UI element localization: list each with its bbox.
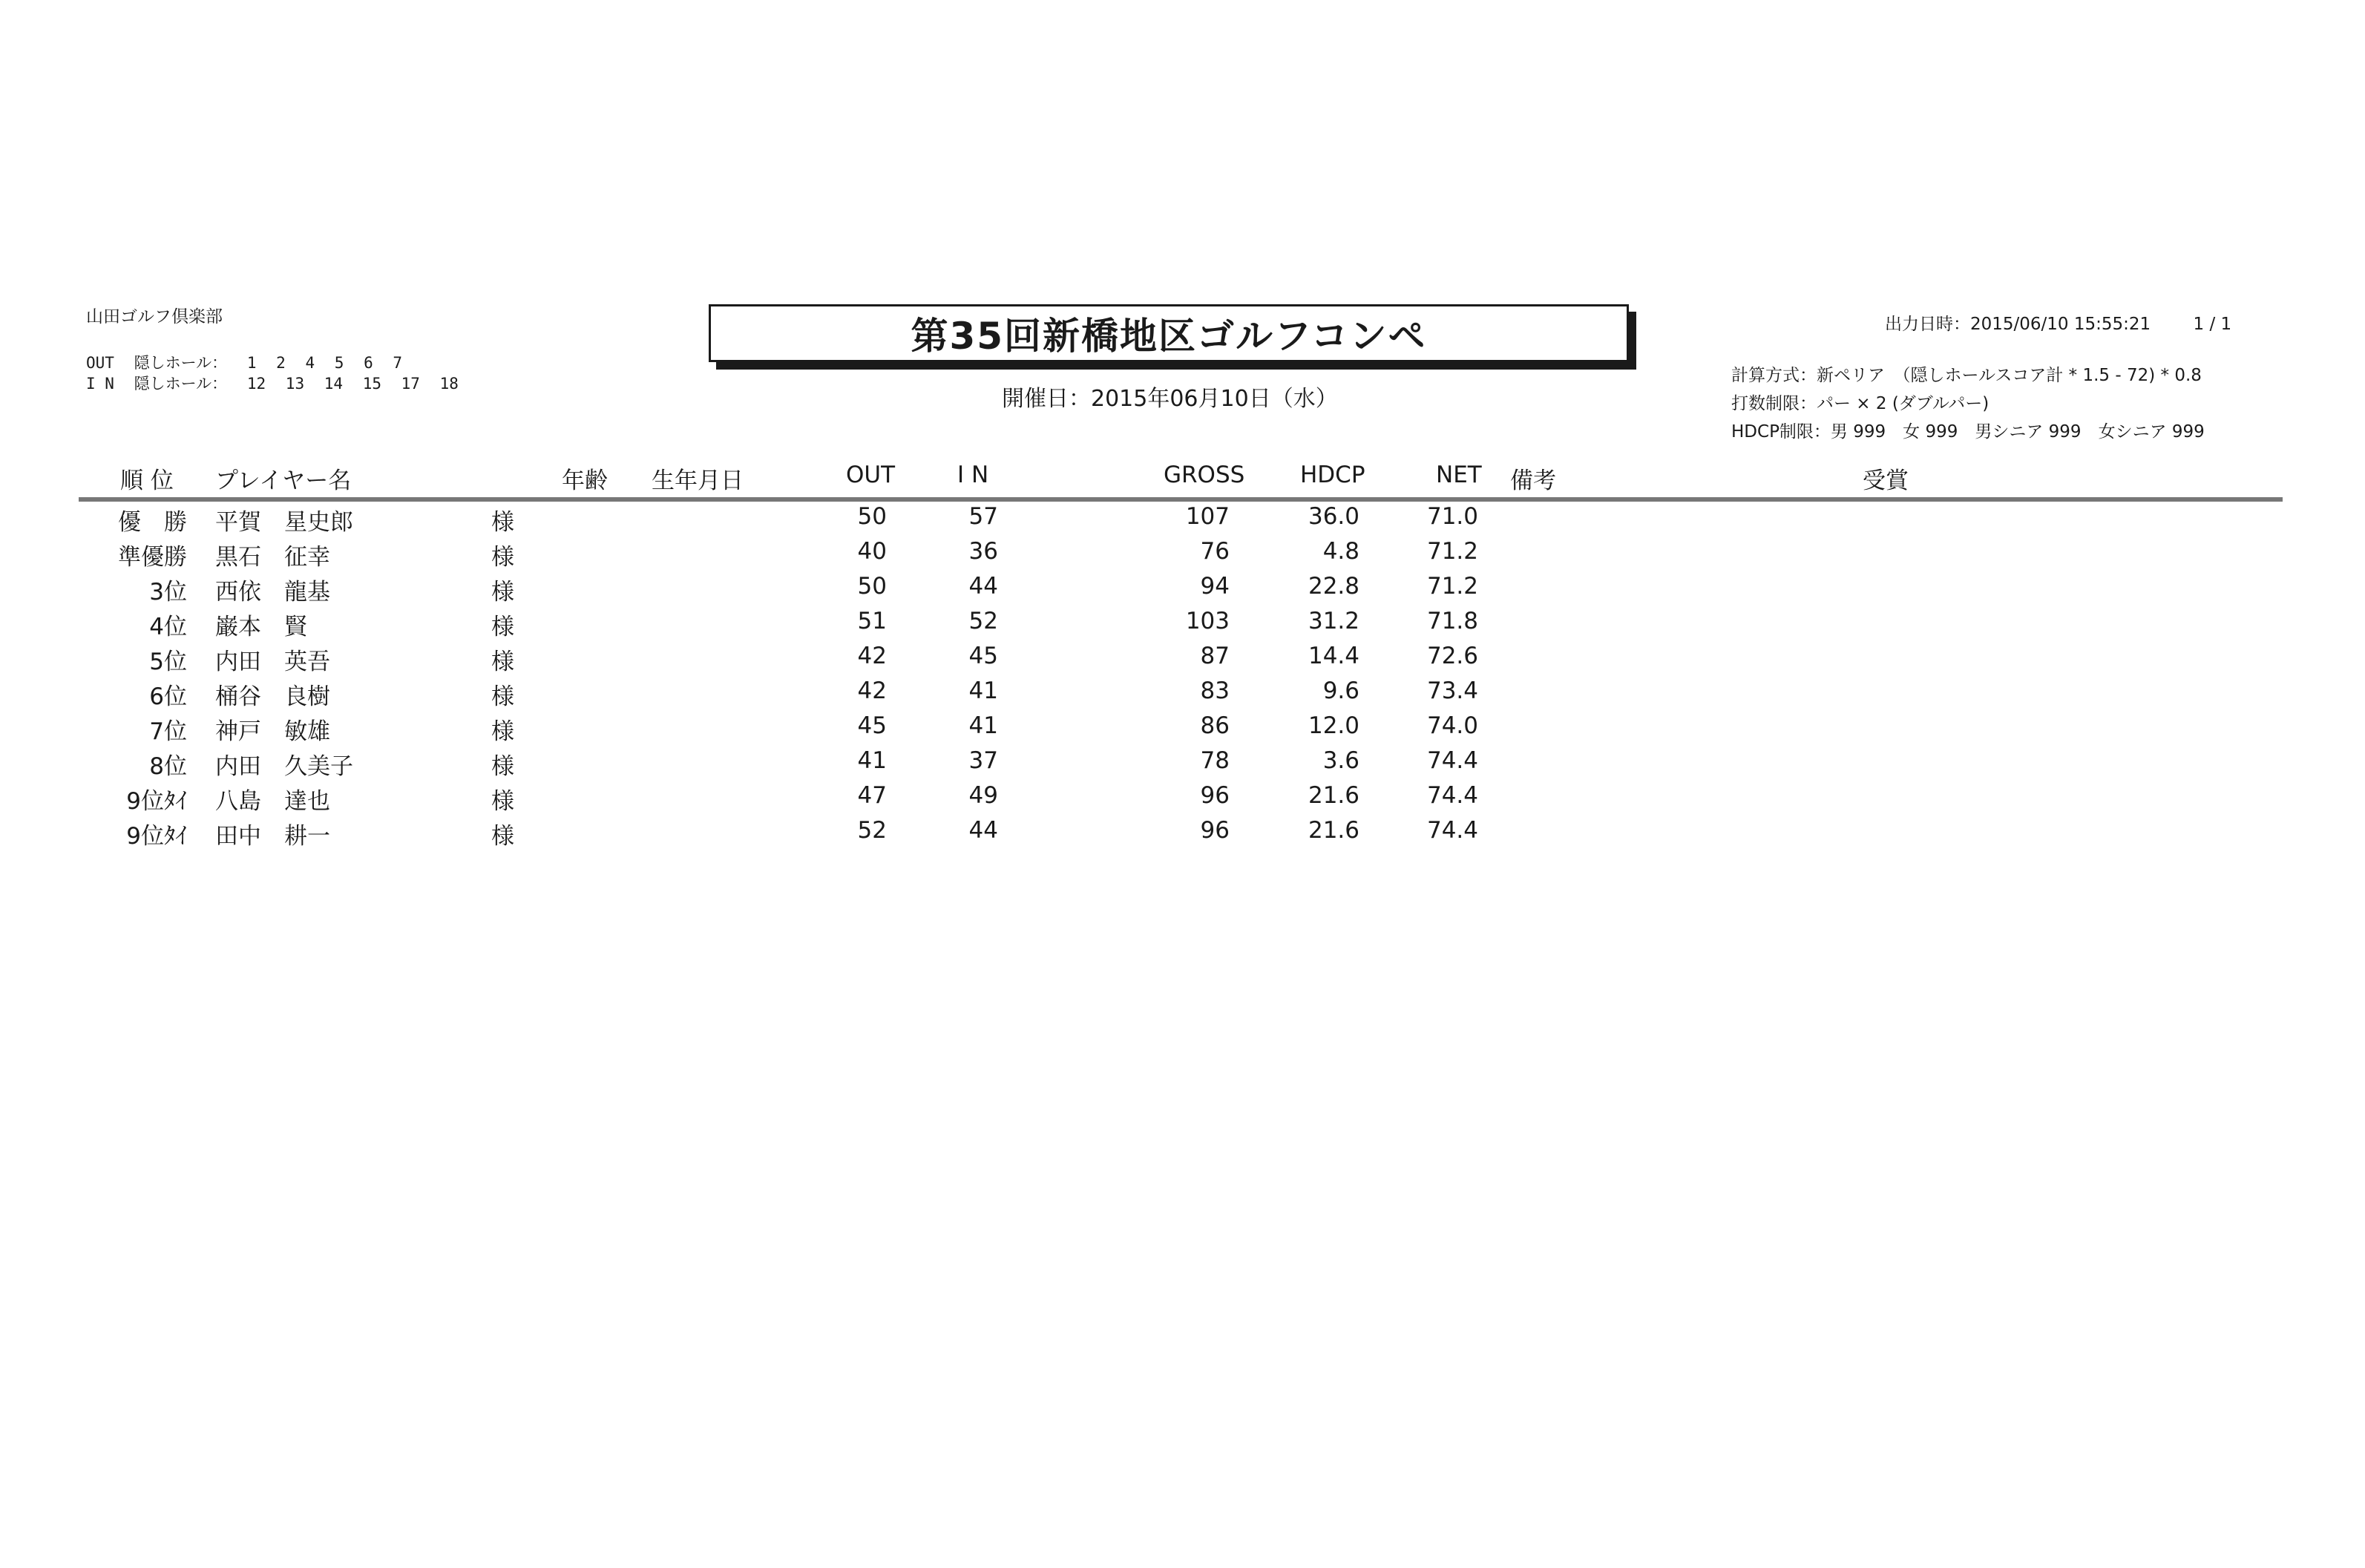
gross-cell: 96 — [1200, 817, 1230, 844]
out-cell: 51 — [857, 608, 887, 634]
title-frame — [709, 304, 1629, 362]
name-cell: 桶谷 良樹 — [215, 683, 330, 710]
honorific-cell: 様 — [491, 544, 514, 571]
rank-cell: 準優勝 — [118, 544, 187, 571]
in-cell: 44 — [968, 817, 998, 844]
gross-cell: 83 — [1200, 678, 1230, 704]
in-cell: 45 — [968, 643, 998, 669]
honorific-cell: 様 — [491, 683, 514, 710]
header-out: OUT — [846, 462, 896, 488]
rank-cell: 5位 — [149, 649, 187, 675]
gross-cell: 103 — [1185, 608, 1230, 634]
hdcp-cell: 3.6 — [1322, 747, 1359, 774]
net-cell: 74.4 — [1426, 817, 1478, 844]
gross-cell: 96 — [1200, 782, 1230, 809]
hole: 7 — [393, 354, 403, 372]
name-cell: 平賀 星史郎 — [215, 509, 353, 536]
out-cell: 45 — [857, 712, 887, 739]
rank-cell: 優 勝 — [118, 509, 187, 536]
hidden-holes-in — [86, 373, 469, 394]
in-cell: 49 — [968, 782, 998, 809]
honorific-cell: 様 — [491, 823, 514, 850]
header-birth: 生年月日 — [652, 468, 744, 494]
hole: 1 — [246, 354, 257, 372]
hole: 18 — [439, 375, 459, 393]
hole: 2 — [276, 354, 286, 372]
header-gross: GROSS — [1164, 462, 1245, 488]
hole: 12 — [246, 375, 266, 393]
hole: 17 — [401, 375, 420, 393]
rank-cell: 3位 — [149, 579, 187, 606]
header-note: 備考 — [1510, 468, 1556, 494]
in-cell: 52 — [968, 608, 998, 634]
rank-cell: 8位 — [149, 753, 187, 780]
out-cell: 50 — [857, 503, 887, 530]
net-cell: 71.0 — [1426, 503, 1478, 530]
stroke-limit: 打数制限：パー × 2 (ダブルパー) — [1731, 394, 1990, 413]
hole: 14 — [324, 375, 344, 393]
hidden-holes-out-label: OUT — [86, 354, 114, 372]
hidden-holes-out — [86, 352, 469, 373]
in-cell: 36 — [968, 538, 998, 565]
honorific-cell: 様 — [491, 718, 514, 745]
out-cell: 40 — [857, 538, 887, 565]
honorific-cell: 様 — [491, 753, 514, 780]
hidden-holes — [86, 352, 469, 394]
hdcp-cell: 31.2 — [1308, 608, 1359, 634]
name-cell: 八島 達也 — [215, 788, 330, 815]
rank-cell: 9位ﾀｲ — [126, 823, 187, 850]
name-cell: 内田 英吾 — [215, 649, 330, 675]
header-rule — [79, 497, 2283, 502]
hdcp-cell: 21.6 — [1308, 782, 1359, 809]
in-cell: 41 — [968, 678, 998, 704]
honorific-cell: 様 — [491, 788, 514, 815]
out-cell: 47 — [857, 782, 887, 809]
in-cell: 37 — [968, 747, 998, 774]
name-cell: 田中 耕一 — [215, 823, 330, 850]
hdcp-cell: 36.0 — [1308, 503, 1359, 530]
name-cell: 神戸 敏雄 — [215, 718, 330, 745]
name-cell: 西依 龍基 — [215, 579, 330, 606]
hdcp-cell: 21.6 — [1308, 817, 1359, 844]
rank-cell: 9位ﾀｲ — [126, 788, 187, 815]
hdcp-cell: 22.8 — [1308, 573, 1359, 600]
calc-settings — [1731, 361, 2205, 446]
net-cell: 74.4 — [1426, 747, 1478, 774]
hole: 6 — [364, 354, 373, 372]
honorific-cell: 様 — [491, 614, 514, 640]
honorific-cell: 様 — [491, 579, 514, 606]
out-cell: 52 — [857, 817, 887, 844]
hole: 4 — [305, 354, 315, 372]
net-cell: 71.8 — [1426, 608, 1478, 634]
rank-cell: 4位 — [149, 614, 187, 640]
header-rank: 順 位 — [120, 468, 174, 494]
gross-cell: 87 — [1200, 643, 1230, 669]
gross-cell: 86 — [1200, 712, 1230, 739]
event-date: 開催日：2015年06月10日（水） — [1002, 386, 1338, 412]
gross-cell: 107 — [1185, 503, 1230, 530]
out-cell: 42 — [857, 678, 887, 704]
in-cell: 44 — [968, 573, 998, 600]
hdcp-cell: 14.4 — [1308, 643, 1359, 669]
header-in: I N — [957, 462, 989, 488]
calc-method: 計算方式：新ペリア （隠しホールスコア計 * 1.5 - 72) * 0.8 — [1731, 366, 2202, 385]
name-cell: 黒石 征幸 — [215, 544, 330, 571]
output-datetime: 出力日時：2015/06/10 15:55:21 — [1885, 315, 2151, 334]
out-cell: 42 — [857, 643, 887, 669]
hidden-holes-in-title: 隠しホール： — [134, 375, 228, 393]
page-number: 1 / 1 — [2193, 315, 2232, 334]
gross-cell: 78 — [1200, 747, 1230, 774]
hole: 15 — [362, 375, 381, 393]
rank-cell: 6位 — [149, 683, 187, 710]
net-cell: 74.4 — [1426, 782, 1478, 809]
hdcp-limit: HDCP制限：男 999 女 999 男シニア 999 女シニア 999 — [1731, 422, 2205, 442]
header-player: プレイヤー名 — [215, 468, 352, 494]
header-award: 受賞 — [1863, 468, 1909, 494]
club-name: 山田ゴルフ倶楽部 — [86, 307, 223, 327]
in-cell: 41 — [968, 712, 998, 739]
header-net: NET — [1436, 462, 1482, 488]
page-title: 第35回新橋地区ゴルフコンペ — [709, 304, 1629, 362]
hdcp-cell: 4.8 — [1322, 538, 1359, 565]
net-cell: 71.2 — [1426, 538, 1478, 565]
output-info — [1885, 310, 2231, 335]
out-cell: 50 — [857, 573, 887, 600]
rank-cell: 7位 — [149, 718, 187, 745]
hidden-holes-out-title: 隠しホール： — [134, 354, 228, 372]
in-cell: 57 — [968, 503, 998, 530]
net-cell: 74.0 — [1426, 712, 1478, 739]
header-age: 年齢 — [562, 468, 608, 494]
honorific-cell: 様 — [491, 649, 514, 675]
hdcp-cell: 9.6 — [1322, 678, 1359, 704]
hidden-holes-in-label: I N — [86, 375, 114, 393]
gross-cell: 94 — [1200, 573, 1230, 600]
hole: 5 — [334, 354, 344, 372]
net-cell: 73.4 — [1426, 678, 1478, 704]
out-cell: 41 — [857, 747, 887, 774]
hole: 13 — [285, 375, 305, 393]
name-cell: 巌本 賢 — [215, 614, 307, 640]
net-cell: 72.6 — [1426, 643, 1478, 669]
header-hdcp: HDCP — [1300, 462, 1365, 488]
hdcp-cell: 12.0 — [1308, 712, 1359, 739]
net-cell: 71.2 — [1426, 573, 1478, 600]
gross-cell: 76 — [1200, 538, 1230, 565]
name-cell: 内田 久美子 — [215, 753, 353, 780]
honorific-cell: 様 — [491, 509, 514, 536]
